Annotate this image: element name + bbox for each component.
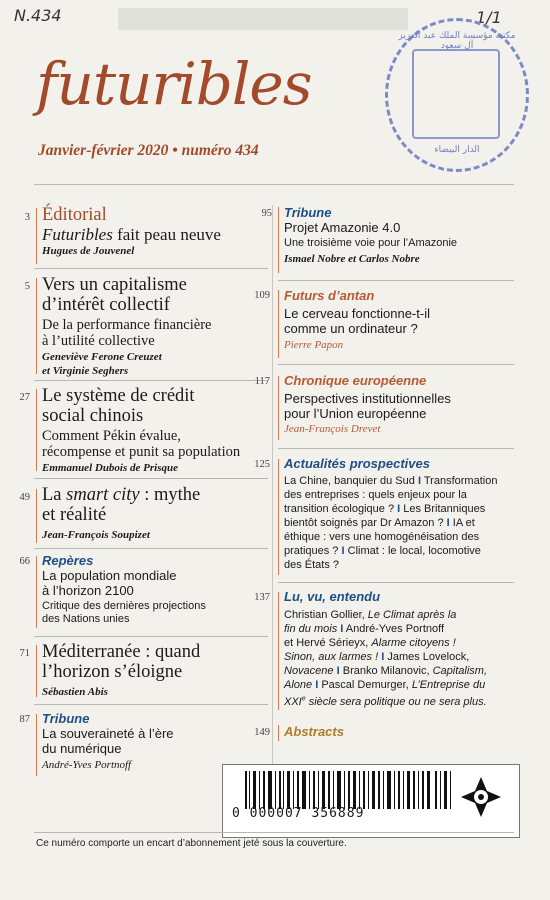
barcode-icon	[223, 765, 519, 837]
library-stamp	[385, 18, 529, 172]
entry-author: Ismael Nobre et Carlos Nobre	[284, 253, 420, 265]
rubric-label: Actualités prospectives	[284, 456, 430, 471]
text-line	[284, 650, 487, 664]
book-title: Novacene	[284, 665, 334, 677]
divider	[278, 364, 514, 365]
footer-note: Ce numéro comporte un encart d’abonnement jeté sous la couverture.	[36, 838, 347, 849]
book-title	[284, 696, 487, 708]
page-number: 117	[254, 376, 270, 387]
entry-title-line: comme un ordinateur ?	[284, 321, 418, 336]
entry-bar	[36, 489, 37, 543]
toc-entry-credit-social[interactable]	[42, 386, 240, 475]
faded-header-block-2	[232, 8, 408, 30]
magazine-logo: futuribles	[36, 50, 312, 118]
entry-bar	[278, 290, 279, 358]
entry-author: Hugues de Jouvenel	[42, 245, 135, 257]
book-title: Alone	[284, 679, 313, 691]
magazine-name: Futuribles	[42, 225, 113, 244]
handwritten-number: N.434	[14, 6, 62, 25]
entry-title: Éditorial	[42, 205, 107, 225]
entry-subtitle-line: Comment Pékin évalue,	[42, 428, 181, 444]
page-number: 71	[19, 648, 30, 659]
footer-rule	[34, 832, 514, 833]
book-title: L’Entreprise du	[411, 679, 486, 691]
text-line: éthique : vers une homogénéisation des	[284, 531, 480, 543]
column-divider	[272, 205, 273, 785]
faded-header-block	[118, 8, 244, 30]
book-title: Le Climat après la	[367, 609, 457, 621]
masthead-rule	[34, 184, 514, 185]
page-number: 149	[254, 727, 270, 738]
text-part: Les Britanniques	[403, 503, 486, 515]
page-number: 49	[19, 492, 30, 503]
entry-author: Emmanuel Dubois de Prisque	[42, 462, 178, 474]
divider	[278, 280, 514, 281]
toc-entry-abstracts[interactable]	[284, 724, 344, 739]
text-line	[284, 636, 487, 650]
title-pre: La	[42, 485, 67, 505]
entry-bar	[278, 592, 279, 710]
text-line	[284, 544, 497, 558]
divider	[34, 380, 268, 381]
divider	[278, 582, 514, 583]
rubric-label: Abstracts	[284, 724, 344, 739]
entry-title-line: Le cerveau fonctionne-t-il	[284, 306, 430, 321]
issue-line: Janvier-février 2020 • numéro 434	[38, 142, 259, 159]
entry-title-line: et réalité	[42, 505, 107, 525]
separator: I	[315, 679, 319, 691]
separator: I	[397, 503, 401, 515]
toc-entry-smart-city[interactable]	[42, 485, 200, 542]
toc-entry-capitalisme[interactable]	[42, 275, 211, 378]
entry-bar	[36, 208, 37, 264]
page-number: 87	[19, 714, 30, 725]
toc-entry-actualites[interactable]	[284, 456, 497, 572]
toc-entry-chronique[interactable]	[284, 373, 451, 435]
book-title: Alarme citoyens !	[371, 637, 456, 649]
entry-bar	[36, 389, 37, 471]
page-number: 3	[24, 212, 30, 223]
text-line: des entreprises : quels enjeux pour la	[284, 489, 467, 501]
text-part: Branko Milanovic,	[342, 665, 433, 677]
entry-bar	[36, 278, 37, 374]
text-part: et Hervé Sérieyx,	[284, 637, 372, 649]
entry-title-line: La souveraineté à l’ère	[42, 726, 174, 741]
entry-title-line: du numérique	[42, 741, 122, 756]
entry-bar	[278, 725, 279, 741]
entry-author: Jean-François Soupizet	[42, 529, 150, 541]
text-line: des États ?	[284, 559, 340, 571]
text-part: André-Yves Portnoff	[345, 623, 445, 635]
entry-bar	[278, 207, 279, 273]
text-part: Transformation	[423, 475, 498, 487]
text-part: XXI	[284, 695, 302, 708]
barcode-number: 0 000007 356889	[232, 806, 365, 821]
page-number: 27	[19, 392, 30, 403]
text-part: James Lovelock,	[387, 651, 470, 663]
book-title: Capitalism,	[432, 665, 488, 677]
rubric-label: Lu, vu, entendu	[284, 589, 381, 604]
text-part: IA et	[452, 517, 475, 529]
separator: I	[446, 517, 450, 529]
separator: I	[341, 545, 345, 557]
entry-desc-line: des Nations unies	[42, 613, 130, 625]
entry-title-line: d’intérêt collectif	[42, 295, 170, 315]
divider	[34, 704, 268, 705]
entry-subtitle-line: à l’utilité collective	[42, 333, 155, 349]
separator: I	[336, 665, 340, 677]
entry-title: Projet Amazonie 4.0	[284, 220, 401, 235]
toc-entry-amazonie[interactable]	[284, 205, 457, 265]
entry-title-line: La population mondiale	[42, 568, 177, 583]
text-part: bientôt soignés par Dr Amazon ?	[284, 517, 444, 529]
text-part: transition écologique ?	[284, 503, 395, 515]
title-em: smart city	[66, 485, 140, 505]
page-number: 137	[254, 592, 270, 603]
subtitle-rest: fait peau neuve	[112, 225, 221, 244]
text-part: pratiques ?	[284, 545, 339, 557]
text-part: Christian Gollier,	[284, 609, 368, 621]
divider	[34, 268, 268, 269]
divider	[34, 636, 268, 637]
entry-desc-line: Critique des dernières projections	[42, 600, 206, 612]
entry-subtitle-line: récompense et punit sa population	[42, 444, 241, 460]
text-line	[284, 502, 497, 516]
text-line	[284, 474, 497, 488]
stamp-text-top: مكتبة مؤسسة الملك عبد العزيز آل سعود	[398, 31, 516, 51]
book-title: Sinon, aux larmes !	[284, 651, 379, 663]
text-line	[284, 664, 487, 678]
page-number: 66	[19, 556, 30, 567]
entry-title-line: pour l’Union européenne	[284, 406, 427, 421]
text-line	[284, 678, 487, 692]
text-part: siècle sera politique ou ne sera plus.	[305, 695, 487, 708]
entry-bar	[36, 556, 37, 628]
entry-bar	[36, 714, 37, 776]
separator: I	[417, 475, 422, 487]
superscript: e	[301, 695, 306, 702]
rubric-label: Tribune	[284, 205, 332, 220]
page-number: 95	[261, 208, 272, 219]
entry-author-line: et Virginie Seghers	[42, 365, 129, 377]
entry-subtitle-line: De la performance financière	[42, 317, 212, 333]
toc-entry-souverainete[interactable]	[42, 711, 174, 771]
toc-entry-reperes[interactable]	[42, 553, 206, 626]
entry-title-line: social chinois	[42, 406, 144, 426]
entry-bar	[36, 645, 37, 697]
toc-entry-editorial[interactable]	[42, 205, 221, 258]
barcode-label	[222, 764, 520, 838]
handwritten-pagination: 1/1	[476, 8, 502, 27]
rubric-label: Repères	[42, 553, 94, 568]
title-post: : mythe	[139, 485, 201, 505]
rubric-label: Chronique européenne	[284, 373, 427, 388]
entry-author: Jean-François Drevet	[284, 423, 381, 435]
entry-title-line: l’horizon s’éloigne	[42, 662, 183, 682]
entry-author: Sébastien Abis	[42, 686, 108, 698]
rubric-label: Tribune	[42, 711, 90, 726]
text-line	[284, 622, 487, 636]
entry-author-line: Geneviève Ferone Creuzet	[42, 351, 162, 363]
toc-entry-lu-vu-entendu[interactable]	[284, 589, 487, 709]
separator: I	[381, 651, 385, 663]
entry-bar	[278, 376, 279, 440]
rubric-label: Futurs d’antan	[284, 288, 375, 303]
entry-bar	[278, 459, 279, 575]
entry-title-line: à l’horizon 2100	[42, 583, 134, 598]
stamp-text-bottom: الدار البيضاء	[434, 145, 480, 155]
entry-title-line	[42, 485, 200, 505]
divider	[278, 448, 514, 449]
entry-author: André-Yves Portnoff	[42, 759, 132, 771]
page-number: 5	[24, 281, 30, 292]
toc-entry-cerveau[interactable]	[284, 288, 430, 351]
text-part: Climat : le local, locomotive	[347, 545, 481, 557]
stamp-emblem	[412, 49, 500, 139]
toc-entry-mediterranee[interactable]	[42, 642, 200, 699]
text-line	[284, 516, 497, 530]
divider	[34, 478, 268, 479]
entry-desc: Une troisième voie pour l’Amazonie	[284, 237, 458, 249]
text-line	[284, 608, 487, 622]
entry-title-line: Perspectives institutionnelles	[284, 391, 451, 406]
book-title: fin du mois	[284, 623, 338, 635]
divider	[34, 548, 268, 549]
entry-title-line: Le système de crédit	[42, 386, 195, 406]
page-number: 125	[254, 459, 270, 470]
entry-author: Pierre Papon	[284, 339, 344, 351]
entry-title-line: Méditerranée : quand	[42, 642, 201, 662]
text-part: Pascal Demurger,	[321, 679, 412, 691]
entry-title-line: Vers un capitalisme	[42, 275, 187, 295]
entry-subtitle	[42, 225, 221, 244]
text-part: La Chine, banquier du Sud	[284, 475, 415, 487]
text-line	[284, 692, 487, 709]
separator: I	[340, 623, 344, 635]
page-number: 109	[254, 290, 270, 301]
